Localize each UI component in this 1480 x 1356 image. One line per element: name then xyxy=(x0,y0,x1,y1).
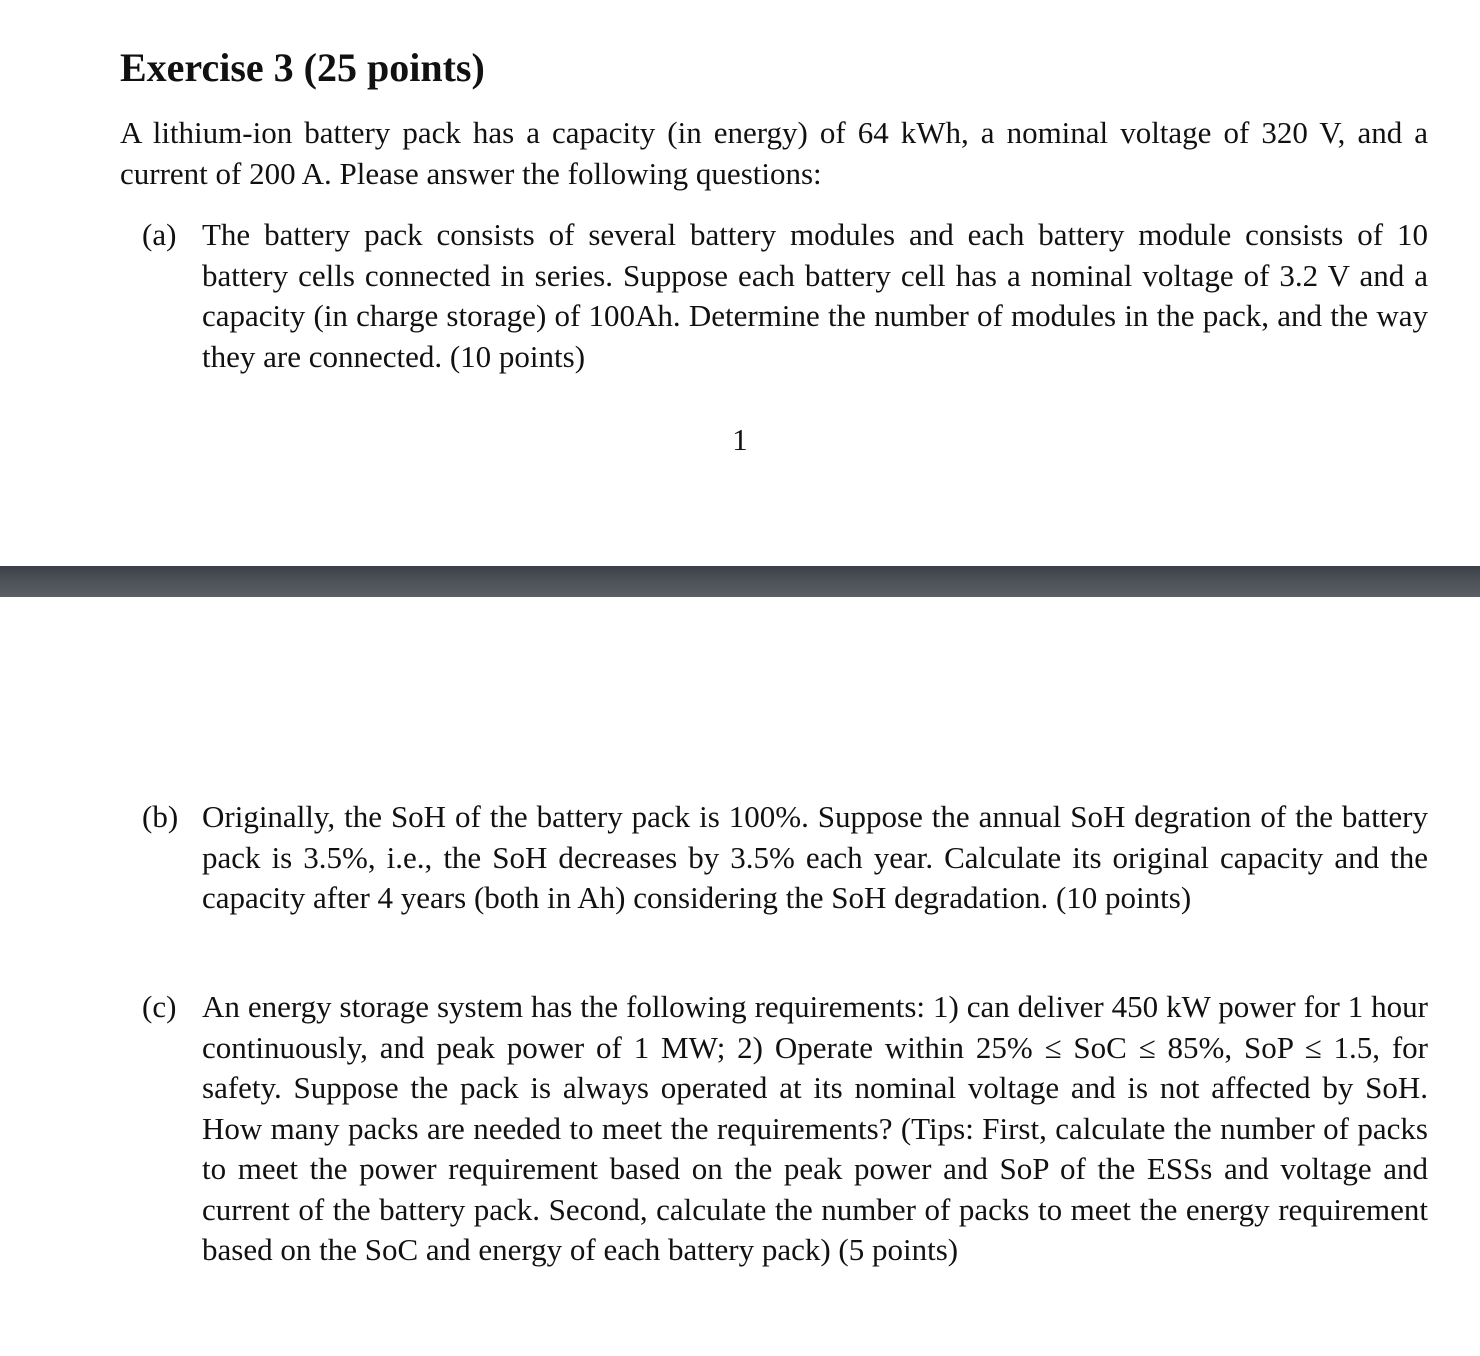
document-page-1 xyxy=(0,0,1480,566)
question-text: The battery pack consists of several battery modules and each battery module consists of 10 battery cells connected in series. Suppose each battery cell has a nominal voltage of 3.2 V and a capacity (in charge storage) of 100Ah. Determine the number of modules in the pack, and the way they are connected. (10 points) xyxy=(202,217,1428,374)
question-a xyxy=(142,215,1428,377)
document-page-2 xyxy=(0,597,1480,1356)
exercise-intro: A lithium-ion battery pack has a capacity (in energy) of 64 kWh, a nominal voltage of 320 V, and a current of 200 A. Please answer the following questions: xyxy=(120,115,1428,191)
question-label: (c) xyxy=(142,989,177,1024)
question-label: (a) xyxy=(142,217,177,252)
question-text: An energy storage system has the following requirements: 1) can deliver 450 kW power for 1 hour continuously, and peak power of 1 MW; 2) Operate within 25% ≤ SoC ≤ 85%, SoP ≤ 1.5, for safety. Suppose the pack is always operated at its nominal voltage and is not affected by SoH. How many packs are needed to meet the requirements? (Tips: First, calculate the number of packs to meet the power requirement based on the peak power and SoP of the ESSs and voltage and current of the battery pack. Second, calculate the number of packs to meet the energy requirement based on the SoC and energy of each battery pack) (5 points) xyxy=(202,989,1428,1267)
question-text: Originally, the SoH of the battery pack is 100%. Suppose the annual SoH degration of the battery pack is 3.5%, i.e., the SoH decreases by 3.5% each year. Calculate its original capacity and the capacity after 4 years (both in Ah) considering the SoH degradation. (10 points) xyxy=(202,799,1428,915)
page-number: 1 xyxy=(732,422,748,457)
exercise-title: Exercise 3 (25 points) xyxy=(120,45,485,90)
question-c xyxy=(142,987,1428,1271)
question-label: (b) xyxy=(142,799,179,834)
page-separator xyxy=(0,566,1480,597)
question-b xyxy=(142,797,1428,919)
